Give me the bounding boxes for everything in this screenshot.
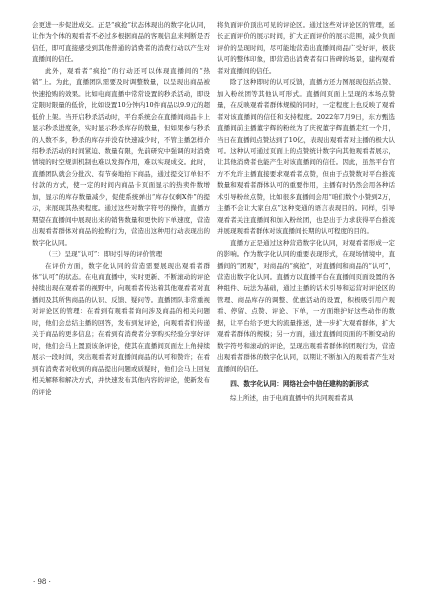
paragraph: 除了这种即时的认可反馈，直播方还力图展现包括点赞、加入粉丝团等其他认可形式。直播间页面上呈现的本场点赞量，在反映观看者群体规模的同时，一定程度上也反映了观看者对该直播间的信任和支持程度。2022年7月9日，东方甄选直播间前主播董宇辉的粉丝为了庆祝董宇辉直播走红一个月，当日在直播间点赞达到了10亿，表现出观看者对主播的极大认可。这种认可通过页面上的点赞统计数字向其他观看者展示，让其他消费者也能产生对该直播间的信任。因此，虽然平台官方不允许主播直接要求观看者点赞，但由于点赞数对平台推流数量和观看者群体认可的重要作用，主播有时仍然会用各种话术引导粉丝点赞，比如很多直播间会用“咱们数个小赞到2万，主播不会让大家白点”这种变通的语言表现目的。同样，引导观看者关注直播间和加入粉丝团，也是出于力求获得平台推流并展现观看者群体对该直播间长期的认可程度的目的。 (217, 78, 395, 236)
paragraph: 直播方正是通过这种营造数字化认同，对观看者形成一定的影响。作为数字化认同的重要表现形式，在现场情境中，直播间的“团观”，对商品的“疯抢”，对直播间和商品的“认可”，营造出数字化认同。直播方以直播平台在直播间页面设置的各种组件、玩法为基础，通过主播的话术引导和运营对评论区的管理、商品库存的调整、优惠活动的设置，积极吸引用户观看、停留、点赞、评论、下单，一方面维护好这些动作的数据，让平台给予更大的流量推送，进一步扩大观看群体，扩大观看者群体的规模；另一方面，通过直播间页面的不断变动的数字符号和滚动的评论，呈现出观看者群体的团观行为，营造出观看者群体的数字化认同，以期让不断加入的观看者产生对直播间的信任。 (217, 238, 395, 373)
paragraph: 会更进一步促进成交。正是“疯抢”状态体现出的数字化认同，让作为个体的观看者不必过多根据商品的客观信息来判断是否信任，即可直接感受到其他普通的消费者的消费行动以产生对直播间的信任。 (32, 21, 210, 64)
right-column (217, 20, 395, 405)
page-number: · 98 · (33, 578, 51, 586)
paragraph: 在评价方面，数字化认同的营造需要展现出观看者群体“认可”的状态。在电商直播中，实时更新、不断滚动的评论持续出现在观看者的视野中，向观看者传达着其他观看者对直播间及其所售商品的认识、反馈、疑问等。直播团队非常重视对评论区的管理：在看到有观看者询问涉及商品的相关问题时，他们会总结主播的回答，发布到复评论，向观看者们传递关于商品的更多信息；在看到有消费者分享购买经验分享好评时，他们会马上置顶该条评论，使其在直播间页面左上角持续展示一段时间，突出观看者对直播间商品的认可和赞许；在看到有消费者对收到的商品提出问题或质疑时，他们会马上回复相关解释和解决方式，并快速发布其他内容的评论，使新发布的评论 (32, 261, 210, 396)
left-column (32, 20, 210, 398)
subsection-heading: （三）呈现“认可”：即时引导的评价管理 (45, 250, 163, 259)
section-heading: 四、数字化认同：网络社会中信任建构的新形式 (230, 380, 369, 389)
paragraph: 综上所述，由于电商直播中的共同观看者具 (230, 394, 354, 403)
paragraph: 此外，观看者“疯抢”的行动还可以体现直播间的“热销”上。为此，直播团队需要及时调整数量，以呈现出商品被快速抢购的效果。比如电商直播中常常设置的秒杀活动，即设定限时限量的低价，比如设置10分钟内10件商品以9.9元的超低价上架。当开启秒杀活动时，平台系统会在直播间商品卡上显示秒杀进度条，实时显示秒杀库存的数量，但如果参与秒杀的人数不多，秒杀的库存并没有快速减少时，不管主播怎样介绍秒杀活动的时间紧迫、数量有限，先前研究中强调的对消费情境的时空规训机制也难以发挥作用，难以实现成交。此时，直播团队就会分批次、有节奏地拍下商品，通过提交订单但不付款的方式，使一定的时间内商品卡页面显示的热卖件数增加，显示的库存数量减少，促使系统弹出“库存仅剩X件”的提示，来展现其热卖程度。通过这些对数字符号的操作，直播方期望在直播间中展现出来的销售数量和更快的下单速度，营造出观看者群体对商品的抢购行为，营造出这种用行动表现出的数字化认同。 (32, 66, 210, 247)
paragraph: 将负面评价顶出可见的评论区。通过这些对评论区的管理，延长正面评价的展示时间，扩大正面评价的展示范围，减少负面评价的呈现时间，尽可能地营造出直播间商品广受好评，极获认可的整体印象，即营造出消费者有口皆碑的场景，建构观看者对直播间的信任。 (217, 21, 395, 75)
